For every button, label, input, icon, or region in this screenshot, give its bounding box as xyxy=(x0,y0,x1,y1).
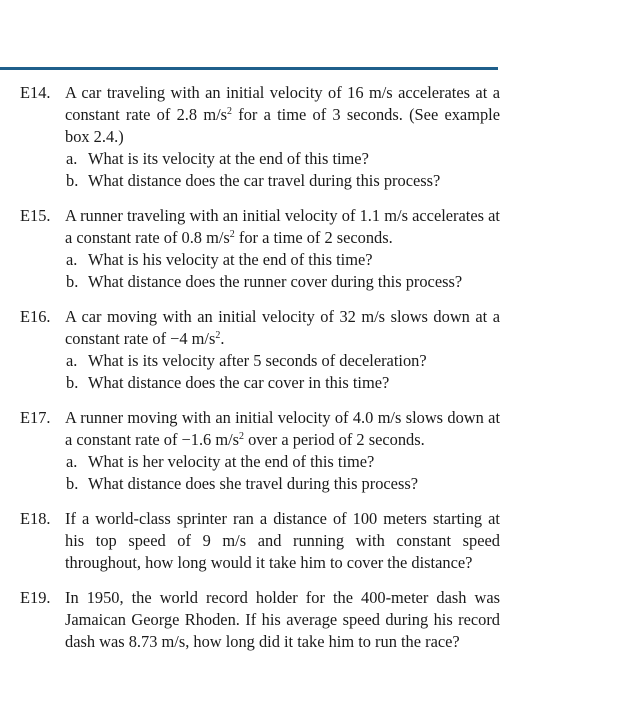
sub-question-text: What distance does she travel during this process? xyxy=(88,474,418,493)
exercise-number: E17. xyxy=(20,408,51,427)
exercise-text xyxy=(65,407,500,451)
superscript: 2 xyxy=(227,106,232,117)
exercise-text-part: over a period of 2 seconds. xyxy=(244,430,425,449)
exercise-e15 xyxy=(0,205,500,293)
sub-question-text: What distance does the runner cover during this process? xyxy=(88,272,463,291)
sub-question-text: What is its velocity at the end of this time? xyxy=(88,149,369,168)
exercise-text: If a world-class sprinter ran a distance of 100 meters starting at his top speed of 9 m/s and running with constant speed throughout, how long would it take him to cover the distance? xyxy=(65,509,500,572)
exercise-number: E15. xyxy=(20,206,51,225)
sub-question-text: What is its velocity after 5 seconds of deceleration? xyxy=(88,351,427,370)
exercise-e17 xyxy=(0,407,500,495)
exercise-e19 xyxy=(0,587,500,653)
exercise-text-part: for a time of 3 seconds. (See example box 2.4.) xyxy=(65,105,500,146)
exercise-text xyxy=(65,82,500,148)
exercise-text-part: A car traveling with an initial velocity of 16 m/s accelerates at a constant rate of 2.8 m/s xyxy=(65,83,500,124)
sub-question-a xyxy=(65,148,500,170)
sub-question-a xyxy=(65,451,500,473)
exercise-text-part: A car moving with an initial velocity of 32 m/s slows down at a constant rate of −4 m/s xyxy=(65,307,500,348)
exercise-number: E16. xyxy=(20,307,51,326)
sub-question-letter: b. xyxy=(66,171,79,190)
exercise-text-part: . xyxy=(220,329,225,348)
sub-question-list xyxy=(65,148,500,192)
exercise-text-part: A runner traveling with an initial velocity of 1.1 m/s accelerates at a constant rate of 0.8 m/s xyxy=(65,206,500,247)
exercise-text xyxy=(65,205,500,249)
exercise-number: E19. xyxy=(20,588,51,607)
sub-question-letter: a. xyxy=(66,452,78,471)
sub-question-list xyxy=(65,249,500,293)
sub-question-text: What is her velocity at the end of this time? xyxy=(88,452,375,471)
sub-question-b xyxy=(65,372,500,394)
exercise-number: E18. xyxy=(20,509,51,528)
exercise-list xyxy=(0,82,500,666)
exercise-e14 xyxy=(0,82,500,192)
superscript: 2 xyxy=(215,330,221,341)
sub-question-letter: a. xyxy=(66,351,78,370)
exercise-text xyxy=(65,306,500,350)
superscript: 2 xyxy=(229,229,235,240)
sub-question-letter: b. xyxy=(66,272,79,291)
sub-question-letter: a. xyxy=(66,149,78,168)
sub-question-b xyxy=(65,473,500,495)
sub-question-list xyxy=(65,451,500,495)
sub-question-text: What distance does the car cover in this time? xyxy=(88,373,390,392)
exercise-number: E14. xyxy=(20,83,51,102)
sub-question-text: What is his velocity at the end of this time? xyxy=(88,250,373,269)
sub-question-letter: b. xyxy=(66,373,79,392)
superscript: 2 xyxy=(239,431,245,442)
sub-question-list xyxy=(65,350,500,394)
sub-question-b xyxy=(65,170,500,192)
sub-question-letter: b. xyxy=(66,474,79,493)
sub-question-text: What distance does the car travel during this process? xyxy=(88,171,441,190)
exercise-e16 xyxy=(0,306,500,394)
exercise-e18 xyxy=(0,508,500,574)
sub-question-a xyxy=(65,249,500,271)
sub-question-letter: a. xyxy=(66,250,78,269)
exercise-text: In 1950, the world record holder for the 400-meter dash was Jamaican George Rhoden. If his average speed during his record dash was 8.73 m/s, how long did it take him to run the race? xyxy=(65,588,500,651)
exercise-text-part: A runner moving with an initial velocity of 4.0 m/s slows down at a constant rate of −1.6 m/s xyxy=(65,408,500,449)
top-rule xyxy=(0,67,498,70)
sub-question-a xyxy=(65,350,500,372)
exercise-text-part: for a time of 2 seconds. xyxy=(234,228,393,247)
sub-question-b xyxy=(65,271,500,293)
